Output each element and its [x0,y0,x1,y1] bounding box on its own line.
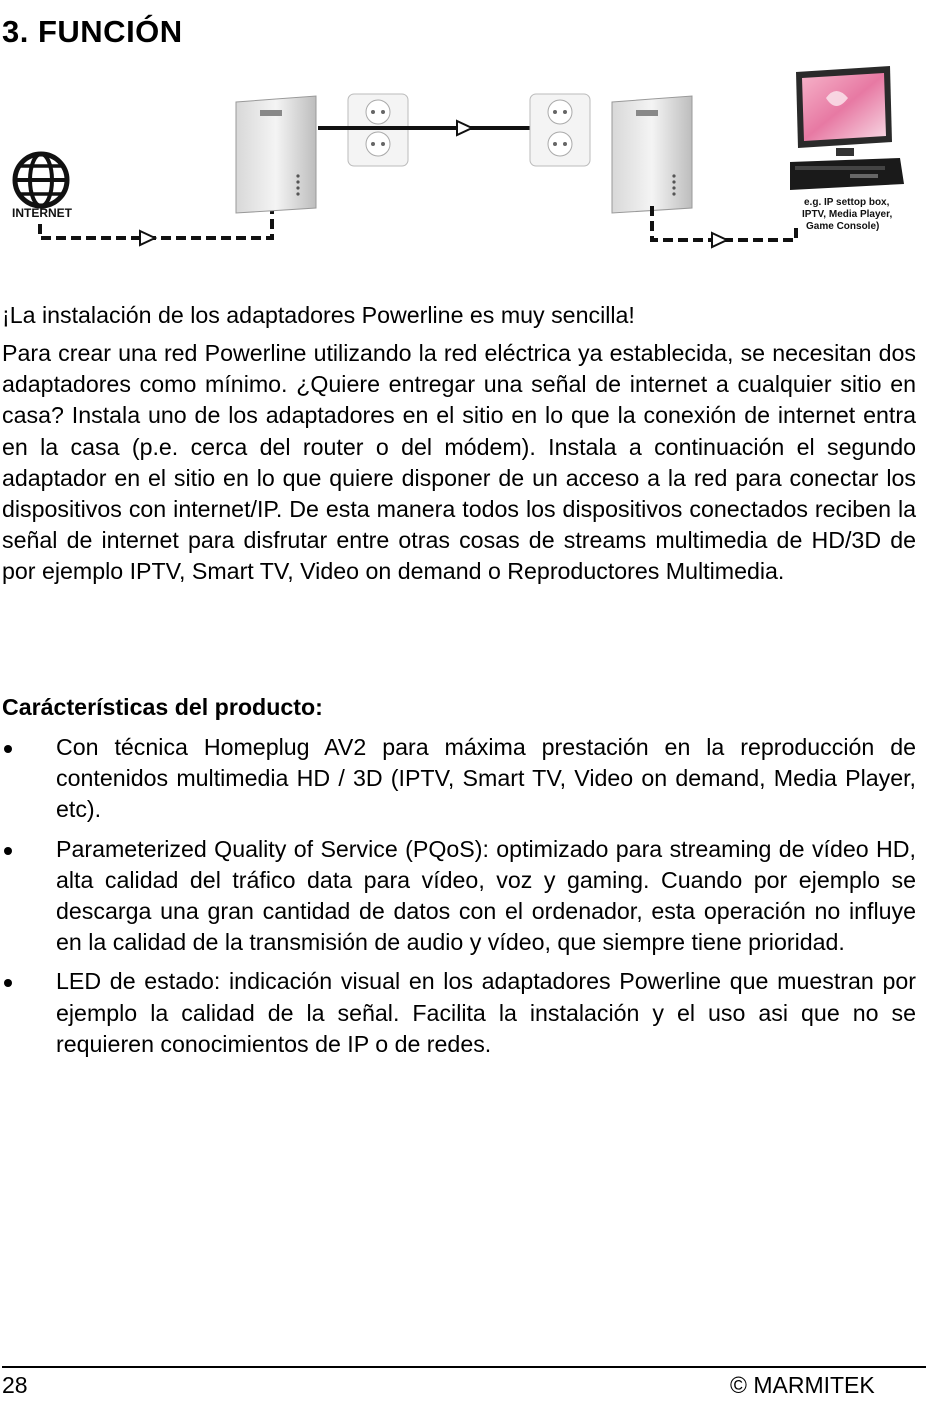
tv-icon [796,66,892,156]
feature-text: LED de estado: indicación visual en los adaptadores Powerline que muestran por ejemplo la calidad de la señal. Facilita la instalación y el uso asi que no se requieren conocimientos de IP o de redes. [56,968,916,1057]
internet-label: INTERNET [12,206,72,220]
features-list [0,732,916,1068]
section-title: 3. FUNCIÓN [2,14,183,49]
devices-label-line2: IPTV, Media Player, [802,209,893,220]
devices-label-line3: Game Console) [806,221,880,232]
list-item [0,732,916,826]
powerline-adapter-2 [612,96,692,213]
powerline-adapter-1 [236,96,316,213]
feature-text: Con técnica Homeplug AV2 para máxima prestación en la reproducción de contenidos multimedia HD / 3D (IPTV, Smart TV, Video on demand, Media Player, etc). [56,734,916,823]
bullet-icon [4,745,12,753]
body-paragraph: Para crear una red Powerline utilizando la red eléctrica ya establecida, se necesitan dos adaptadores como mínimo. ¿Quiere entregar una señal de internet a cualquier sitio en casa? Instala uno de los adaptadores en el sitio en lo que la conexión de internet entra en la casa (p.e. cerca del router o del módem). Instala a continuación el segundo adaptador en el sitio en lo que quiere disponer de un acceso a la red para conectar los dispositivos con internet/IP. De esta manera todos los dispositivos conectados reciben la señal de internet para disfrutar entre otras cosas de streams multimedia de HD/3D de por ejemplo IPTV, Smart TV, Video on demand o Reproductores Multimedia. [2,340,916,585]
cable-adapter-to-devices [652,206,796,247]
list-item [0,834,916,959]
bullet-icon [4,979,12,987]
settop-box-icon [790,158,904,190]
intro-paragraph: ¡La instalación de los adaptadores Powerline es muy sencilla! [2,302,635,328]
devices-label-line1: e.g. IP settop box, [804,197,890,208]
footer-divider [2,1366,926,1368]
bullet-icon [4,847,12,855]
features-title: Carácterísticas del producto: [2,694,323,720]
wall-socket-2 [530,94,590,166]
feature-text: Parameterized Quality of Service (PQoS): optimizado para streaming de vídeo HD, alta calidad del tráfico data para vídeo, voz y gaming. Cuando por ejemplo se descarga una gran cantidad de datos con el ordenador, esta operación no influye en la calidad de la transmisión de audio y vídeo, que siempre tiene prioridad. [56,835,916,956]
globe-icon [15,154,67,206]
powerline-diagram [0,58,950,258]
copyright: © MARMITEK [730,1372,875,1398]
list-item [0,966,916,1060]
page-number: 28 [2,1372,28,1398]
